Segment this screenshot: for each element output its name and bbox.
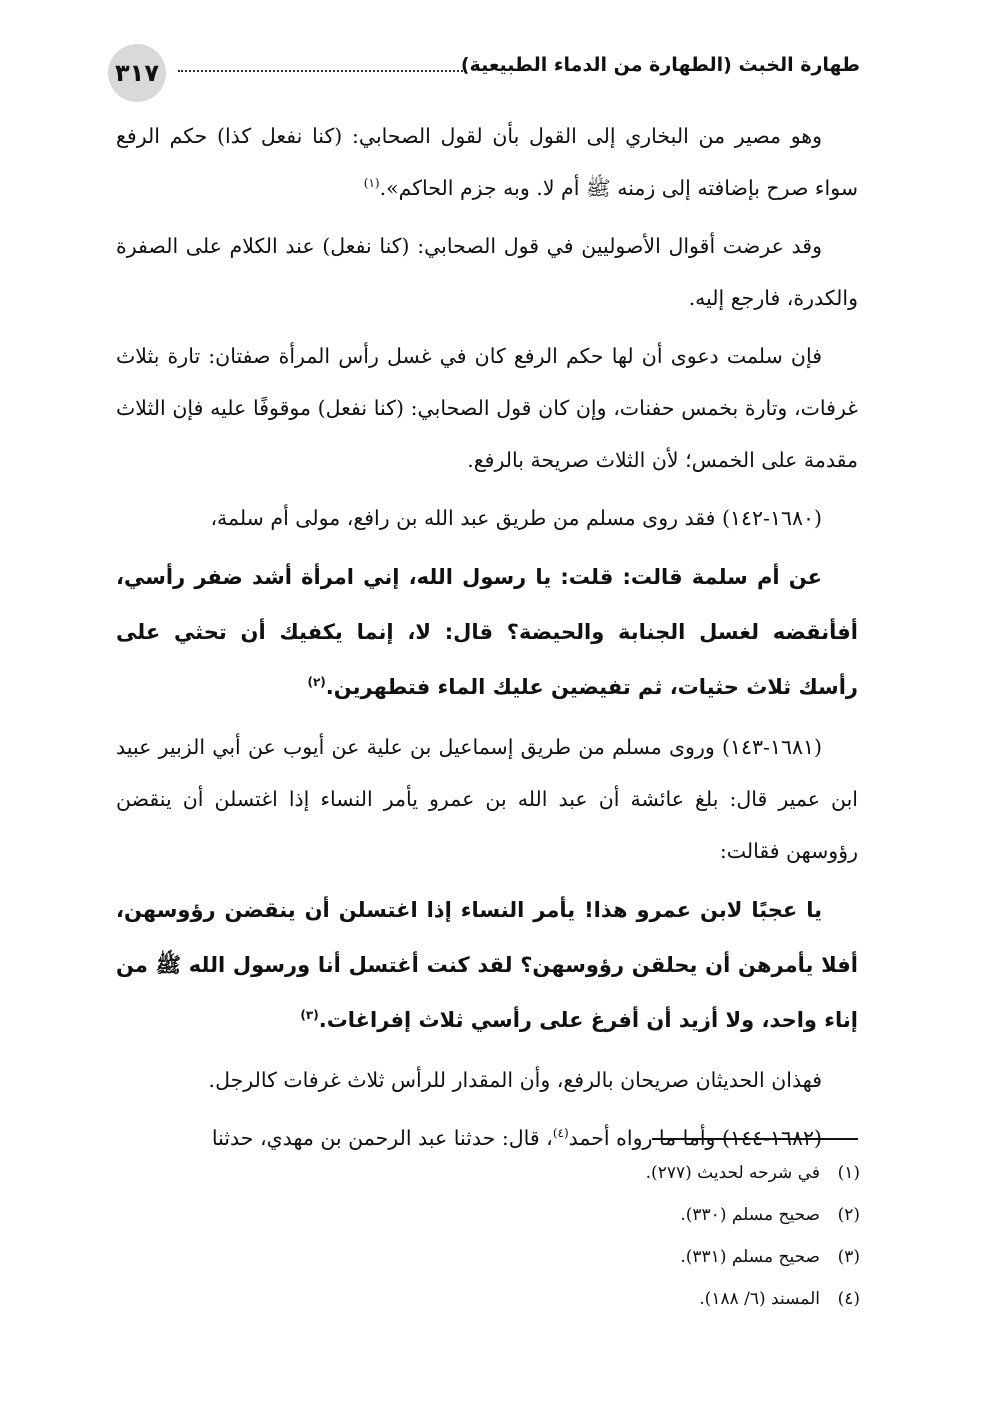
paragraph: [116, 110, 858, 214]
footnote-ref[interactable]: (٤): [552, 1126, 569, 1141]
footnote-ref[interactable]: (١): [363, 176, 380, 191]
hadith-body: عن أم سلمة قالت: قلت: يا رسول الله، إني امرأة أشد ضفر رأسي، أفأنقضه لغسل الجنابة والحيضة؟ قال: لا، إنما يكفيك أن تحثي على رأسك ثلاث حثيات، ثم تفيضين عليك الماء فتطهرين.: [116, 565, 858, 699]
paragraph-text: ، قال: حدثنا عبد الرحمن بن مهدي، حدثنا: [211, 1126, 553, 1150]
paragraph: وقد عرضت أقوال الأصوليين في قول الصحابي: (كنا نفعل) عند الكلام على الصفرة والكدرة، فارجع إليه.: [116, 234, 858, 310]
footnote-text: في شرحه لحديث (٢٧٧).: [645, 1163, 820, 1183]
footnote-text: صحيح مسلم (٣٣١).: [680, 1247, 820, 1267]
footnote: [360, 1194, 860, 1236]
footnote: [360, 1152, 860, 1194]
footnote-number: (٣): [837, 1247, 860, 1267]
footnote-text: المسند (٦/ ١٨٨).: [699, 1289, 820, 1309]
main-text: [116, 110, 858, 1170]
running-head: [108, 40, 860, 110]
header-dotted-leader: [178, 70, 466, 72]
footnote: [360, 1278, 860, 1320]
hadith-body: يا عجبًا لابن عمرو هذا! يأمر النساء إذا اغتسلن أن ينقضن رؤوسهن، أفلا يأمرهن أن يحلقن رؤوسهن؟ لقد كنت أغتسل أنا ورسول الله ﷺ من إناء واحد، ولا أزيد أن أفرغ على رأسي ثلاث إفراغات.: [116, 898, 858, 1032]
footnote-number: (٢): [837, 1205, 860, 1225]
footnote-ref[interactable]: (٢): [307, 675, 326, 689]
running-title: طهارة الخبث (الطهارة من الدماء الطبيعية): [460, 54, 860, 76]
footnote-number: (٤): [837, 1289, 860, 1309]
paragraph: فإن سلمت دعوى أن لها حكم الرفع كان في غسل رأس المرأة صفتان: تارة بثلاث غرفات، وتارة بخمس حفنات، وإن كان قول الصحابي: (كنا نفعل) موقوفًا عليه فإن الثلاث مقدمة على الخمس؛ لأن الثلاث صريحة بالرفع.: [116, 344, 858, 472]
paragraph: (١٦٨٠-١٤٢) فقد روى مسلم من طريق عبد الله بن رافع، مولى أم سلمة،: [210, 506, 822, 530]
footnotes: [360, 1152, 860, 1320]
footnote: [360, 1236, 860, 1278]
hadith-text: [116, 550, 858, 715]
paragraph: (١٦٨١-١٤٣) وروى مسلم من طريق إسماعيل بن علية عن أيوب عن أبي الزبير عبيد ابن عمير قال: بلغ عائشة أن عبد الله بن عمرو يأمر النساء إذا اغتسلن أن ينقضن رؤوسهن فقالت:: [116, 735, 858, 863]
page-number-badge: ٣١٧: [108, 44, 166, 102]
paragraph: فهذان الحديثان صريحان بالرفع، وأن المقدار للرأس ثلاث غرفات كالرجل.: [208, 1068, 822, 1092]
footnote-separator: [652, 1138, 858, 1140]
hadith-text: [116, 883, 858, 1048]
footnote-number: (١): [837, 1163, 860, 1183]
paragraph-text: وهو مصير من البخاري إلى القول بأن لقول الصحابي: (كنا نفعل كذا) حكم الرفع سواء صرح بإضافته إلى زمنه ﷺ أم لا. وبه جزم الحاكم».: [116, 124, 858, 200]
footnote-text: صحيح مسلم (٣٣٠).: [680, 1205, 820, 1225]
paragraph-text: (١٦٨٢-١٤٤) وأما ما رواه أحمد: [568, 1126, 822, 1150]
footnote-ref[interactable]: (٣): [300, 1008, 319, 1022]
